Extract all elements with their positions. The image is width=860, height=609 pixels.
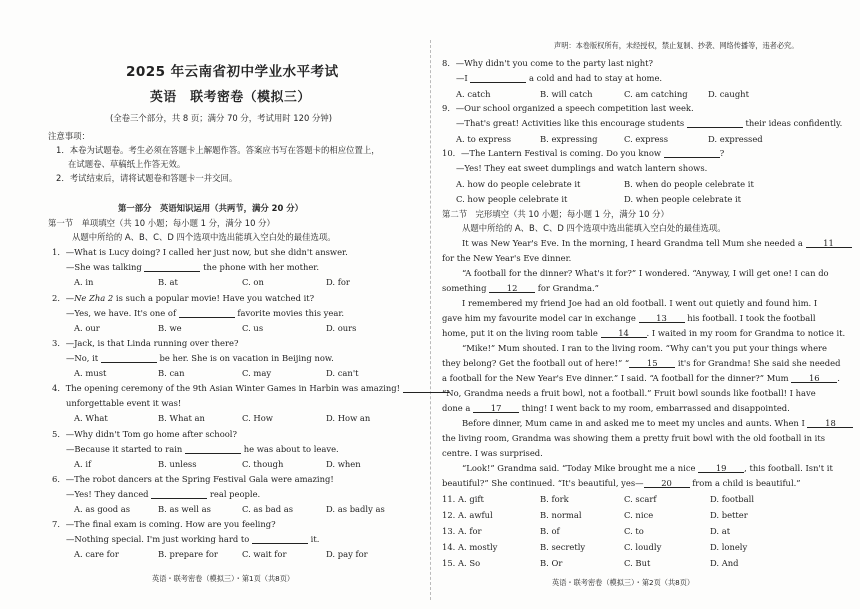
cloze-option: B. fork xyxy=(540,494,569,504)
option: A. care for xyxy=(74,549,119,559)
option: D. as badly as xyxy=(326,504,385,514)
passage-line: a football for the New Year's Eve dinner.” I said. “A football for the dinner?” Mum 16 . xyxy=(442,373,840,383)
option: B. at xyxy=(158,277,178,287)
cloze-option: D. lonely xyxy=(710,542,748,552)
option: B. when do people celebrate it xyxy=(624,179,754,189)
question-9-stem: 9．—Our school organized a speech competition last week. xyxy=(442,103,694,113)
page-divider xyxy=(430,40,431,600)
page-footer-left: 英语・联考密卷（模拟三）・第1页（共8页） xyxy=(152,574,295,583)
page-footer-right: 英语・联考密卷（模拟三）・第2页（共8页） xyxy=(552,578,695,587)
question-1-stem: 1．—What is Lucy doing? I called her just now, but she didn't answer. xyxy=(52,247,348,257)
option: B. can xyxy=(158,368,185,378)
option: A. as good as xyxy=(74,504,131,514)
cloze-blank: 16 xyxy=(791,374,837,383)
notes-title: 注意事项： xyxy=(48,131,90,141)
option: C. as bad as xyxy=(242,504,294,514)
option: A. catch xyxy=(456,89,491,99)
exam-subtitle: 英语 联考密卷（模拟三） xyxy=(150,90,311,105)
option: B. unless xyxy=(158,459,197,469)
passage-line: done a 17 thing! I went back to my room, embarrassed and disappointed. xyxy=(442,403,790,413)
note-line: 1．本卷为试题卷。考生必须在答题卡上解题作答。答案应书写在答题卡的相应位置上， xyxy=(56,145,380,155)
question-7-stem: 7．—The final exam is coming. How are you feeling? xyxy=(52,519,276,529)
cloze-option: D. better xyxy=(710,510,748,520)
cloze-option: 11. A. gift xyxy=(442,494,484,504)
option: D. pay for xyxy=(326,549,368,559)
cloze-blank: 19 xyxy=(698,464,744,473)
option: C. am catching xyxy=(624,89,688,99)
option: C. on xyxy=(242,277,264,287)
question-8-stem: 8．—Why didn't you come to the party last night? xyxy=(442,58,653,68)
option: C. wait for xyxy=(242,549,287,559)
exam-title: 2025 年云南省初中学业水平考试 xyxy=(126,64,339,80)
option: B. What an xyxy=(158,413,205,423)
cloze-option: D. football xyxy=(710,494,755,504)
cloze-blank: 12 xyxy=(489,284,535,293)
cloze-option: C. nice xyxy=(624,510,654,520)
cloze-option: C. to xyxy=(624,526,644,536)
option: D. when people celebrate it xyxy=(624,194,742,204)
option: C. may xyxy=(242,368,272,378)
copyright-notice: 声明：本卷版权所有，未经授权，禁止复制、抄袭、网络传播等，违者必究。 xyxy=(554,41,799,50)
blank xyxy=(101,354,157,363)
option: A. to express xyxy=(456,134,512,144)
option: C. how people celebrate it xyxy=(456,194,568,204)
blank xyxy=(664,149,720,158)
cloze-blank: 18 xyxy=(807,419,853,428)
blank xyxy=(185,445,241,454)
option: B. prepare for xyxy=(158,549,218,559)
cloze-blank: 17 xyxy=(473,404,519,413)
cloze-option: B. of xyxy=(540,526,560,536)
movie-title: Ne Zha 2 xyxy=(74,293,114,303)
option: D. expressed xyxy=(708,134,763,144)
option: A. how do people celebrate it xyxy=(456,179,581,189)
question-3-stem: 3．—Jack, is that Linda running over there? xyxy=(52,338,239,348)
cloze-option: B. secretly xyxy=(540,542,586,552)
passage-line: something 12 for Grandma.” xyxy=(442,283,599,293)
question-10-stem: 10．—The Lantern Festival is coming. Do you know ? xyxy=(442,148,725,158)
question-10-answer-line: —Yes! They eat sweet dumplings and watch lantern shows. xyxy=(456,163,708,173)
option: B. expressing xyxy=(540,134,598,144)
passage-line: “A football for the dinner? What's it for?” I wondered. “Anyway, I will get one! I can do xyxy=(462,268,829,278)
question-6-answer-line: —Yes! They danced real people. xyxy=(66,489,261,499)
question-5-stem: 5．—Why didn't Tom go home after school? xyxy=(52,429,237,439)
option: B. we xyxy=(158,323,182,333)
question-6-stem: 6．—The robot dancers at the Spring Festival Gala were amazing! xyxy=(52,474,334,484)
option: D. for xyxy=(326,277,350,287)
passage-line: centre. I was surprised. xyxy=(442,448,543,458)
blank xyxy=(144,263,200,272)
exam-info: (全卷三个部分，共 8 页；满分 70 分，考试用时 120 分钟) xyxy=(110,113,332,123)
option: C. though xyxy=(242,459,284,469)
cloze-option: 15. A. So xyxy=(442,558,481,568)
part1-title: 第一部分 英语知识运用（共两节，满分 20 分） xyxy=(118,203,303,213)
passage-line: “No, Grandma needs a fruit bowl, not a football.” Fruit bowl sounds like football! I have xyxy=(442,388,816,398)
option: A. our xyxy=(74,323,100,333)
question-2-stem: 2．—Ne Zha 2 is such a popular movie! Have you watched it? xyxy=(52,293,315,303)
note-line: 2．考试结束后，请将试题卷和答题卡一并交回。 xyxy=(56,173,238,183)
question-4-stem: 4．The opening ceremony of the 9th Asian Winter Games in Harbin was amazing! xyxy=(52,384,449,393)
question-2-answer-line: —Yes, we have. It's one of favorite movies this year. xyxy=(66,308,345,318)
option: C. express xyxy=(624,134,669,144)
option: B. will catch xyxy=(540,89,593,99)
option: D. How an xyxy=(326,413,371,423)
blank xyxy=(470,74,526,83)
cloze-option: 14. A. mostly xyxy=(442,542,498,552)
cloze-option: D. at xyxy=(710,526,731,536)
option: B. as well as xyxy=(158,504,211,514)
section1-instruction: 从题中所给的 A、B、C、D 四个选项中选出能填入空白处的最佳选项。 xyxy=(72,232,336,242)
question-7-answer-line: —Nothing special. I'm just working hard to it. xyxy=(66,534,320,544)
passage-line: beautiful?” She continued. “It's beautiful, yes— 20 from a child is beautiful.” xyxy=(442,478,801,488)
blank xyxy=(687,119,743,128)
question-1-answer-line: —She was talking the phone with her mother. xyxy=(66,262,320,272)
note-line: 在试题卷、草稿纸上作答无效。 xyxy=(68,159,186,169)
section1-title: 第一节 单项填空（共 10 小题；每小题 1 分，满分 10 分） xyxy=(48,218,275,228)
cloze-option: C. But xyxy=(624,558,651,568)
cloze-blank: 11 xyxy=(806,239,852,248)
section2-title: 第二节 完形填空（共 10 小题；每小题 1 分，满分 10 分） xyxy=(442,209,669,219)
question-9-answer-line: —That's great! Activities like this encourage students their ideas confidently. xyxy=(456,118,843,128)
passage-line: gave him my favourite model car in exchange 13 his football. I took the football xyxy=(442,313,816,323)
passage-line: “Mike!” Mum shouted. I ran to the living room. “Why can't you put your things where xyxy=(462,343,827,353)
cloze-option: C. scarf xyxy=(624,494,657,504)
option: A. if xyxy=(74,459,92,469)
section2-instruction: 从题中所给的 A、B、C、D 四个选项中选出能填入空白处的最佳选项。 xyxy=(462,223,726,233)
option: C. us xyxy=(242,323,264,333)
question-3-answer-line: —No, it be her. She is on vacation in Beijing now. xyxy=(66,353,334,363)
blank xyxy=(151,490,207,499)
question-8-answer-line: —I a cold and had to stay at home. xyxy=(456,73,663,83)
cloze-option: 13. A. for xyxy=(442,526,482,536)
question-5-answer-line: —Because it started to rain he was about to leave. xyxy=(66,444,339,454)
passage-line: Before dinner, Mum came in and asked me to meet my uncles and aunts. When I 18 xyxy=(462,419,853,428)
option: A. in xyxy=(74,277,94,287)
blank xyxy=(252,535,308,544)
cloze-option: 12. A. awful xyxy=(442,510,493,520)
cloze-option: B. Or xyxy=(540,558,563,568)
cloze-blank: 13 xyxy=(639,314,685,323)
passage-line: “Look!” Grandma said. “Today Mike brought me a nice 19 , this football. Isn't it xyxy=(462,463,833,473)
option: C. How xyxy=(242,413,273,423)
blank xyxy=(179,309,235,318)
passage-line: the living room, Grandma was showing them a pretty fruit bowl with the old football in its xyxy=(442,433,826,443)
option: D. ours xyxy=(326,323,357,333)
question-4-continuation: unforgettable event it was! xyxy=(66,398,182,408)
passage-line: for the New Year's Eve dinner. xyxy=(442,253,572,263)
option: D. caught xyxy=(708,89,749,99)
passage-line: I remembered my friend Joe had an old football. I went out quietly and found him. I xyxy=(462,298,818,308)
cloze-option: B. normal xyxy=(540,510,582,520)
cloze-option: D. And xyxy=(710,558,739,568)
cloze-option: C. loudly xyxy=(624,542,662,552)
option: A. What xyxy=(74,413,108,423)
option: D. can't xyxy=(326,368,359,378)
cloze-blank: 14 xyxy=(601,329,647,338)
option: D. when xyxy=(326,459,361,469)
passage-line: It was New Year's Eve. In the morning, I heard Grandma tell Mum she needed a 11 xyxy=(462,239,852,248)
cloze-blank: 20 xyxy=(644,479,690,488)
passage-line: home, put it on the living room table 14 . I waited in my room for Grandma to notice it. xyxy=(442,328,846,338)
passage-line: they belong? Get the football out of here!” “ 15 it's for Grandma! She said she needed xyxy=(442,358,841,368)
cloze-blank: 15 xyxy=(629,359,675,368)
option: A. must xyxy=(74,368,107,378)
